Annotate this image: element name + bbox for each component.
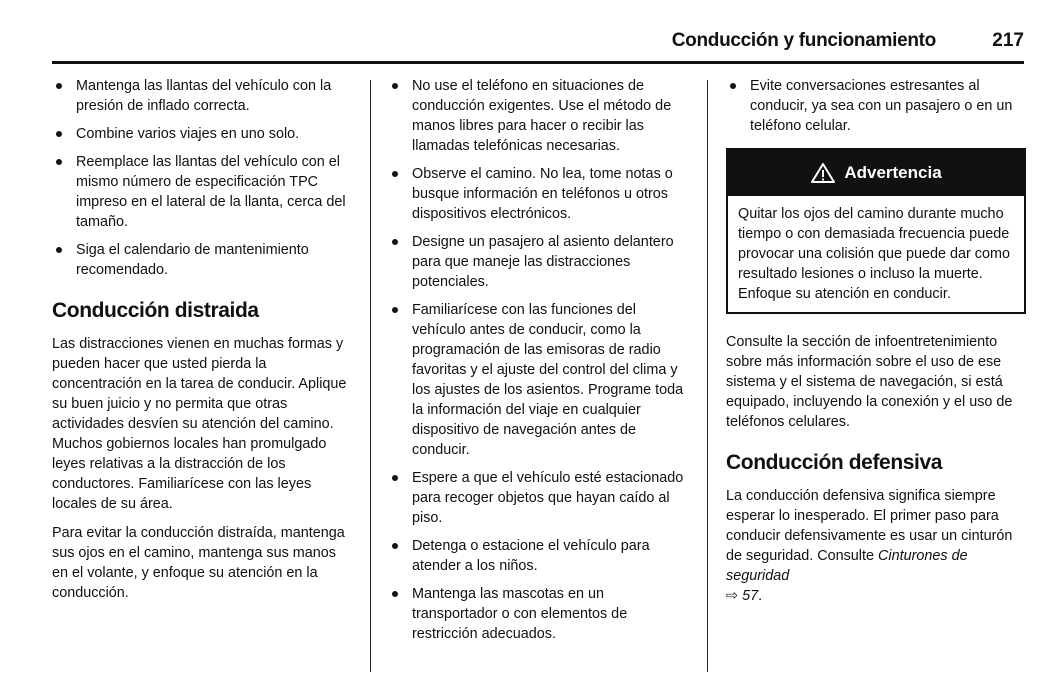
column-divider-2	[707, 80, 708, 672]
warning-body: Quitar los ojos del camino durante mucho tiempo o con demasiada frecuencia puede provocar una colisión que puede dar como resultado lesiones o incluso la muerte. Enfoque su atención en conducir.	[738, 206, 1010, 302]
list-item: Evite conversaciones estresantes al conducir, ya sea con un pasajero o en un teléfono celular.	[726, 76, 1026, 136]
list-item: Detenga o estacione el vehículo para atender a los niños.	[388, 536, 688, 576]
list-item: Designe un pasajero al asiento delantero para que maneje las distracciones potenciales.	[388, 232, 688, 292]
section-heading-distracted-driving: Conducción distraida	[52, 299, 259, 322]
column-2	[388, 76, 688, 652]
paragraph: Consulte la sección de infoentretenimiento sobre más información sobre el uso de ese sistema y el sistema de navegación, si está equipado, incluyendo la conexión y el uso de teléfonos celulares.	[726, 334, 1013, 430]
warning-box	[726, 148, 1026, 314]
paragraph: Para evitar la conducción distraída, mantenga sus ojos en el camino, mantenga sus manos en el volante, y enfoque su atención en la conducción.	[52, 525, 345, 601]
bullet-list	[52, 76, 352, 280]
list-item: Siga el calendario de mantenimiento recomendado.	[52, 240, 352, 280]
list-item: Familiarícese con las funciones del vehículo antes de conducir, como la programación de las emisoras de radio favoritas y el ajuste del control del clima y los ajustes de los asientos. Programe toda la información del viaje en cualquier dispositivo de navegación antes de conducir.	[388, 300, 688, 460]
list-item: Combine varios viajes en uno solo.	[52, 124, 352, 144]
header-rule	[52, 61, 1024, 64]
warning-header	[728, 150, 1024, 196]
column-3	[726, 76, 1026, 615]
paragraph-text: La conducción defensiva significa siempre esperar lo inesperado. El primer paso para conducir defensivamente es usar un cinturón de seguridad. Consulte	[726, 488, 1013, 564]
bullet-list	[388, 76, 688, 644]
column-1	[52, 76, 352, 612]
list-item: Observe el camino. No lea, tome notas o busque información en teléfonos u otros dispositivos electrónicos.	[388, 164, 688, 224]
bullet-list	[726, 76, 1026, 136]
cross-reference-title: Cinturones de seguridad	[726, 548, 968, 584]
running-header-title: Conducción y funcionamiento	[671, 30, 936, 51]
paragraph: Las distracciones vienen en muchas formas y pueden hacer que usted pierda la concentración en la tarea de conducir. Aplique su buen juicio y no permita que otras actividades desvíen su atención del camino. Muchos gobiernos locales han promulgado leyes relativas a la distracción de los conductores. Familiarícese con las leyes locales de su área.	[52, 336, 347, 512]
list-item: Mantenga las mascotas en un transportador o con elementos de restricción adecuados.	[388, 584, 688, 644]
section-heading-defensive-driving: Conducción defensiva	[726, 451, 943, 474]
paragraph	[726, 486, 1026, 606]
page-arrow-icon: ⇨	[726, 588, 739, 604]
list-item: Espere a que el vehículo esté estacionado para recoger objetos que hayan caído al piso.	[388, 468, 688, 528]
list-item: Mantenga las llantas del vehículo con la presión de inflado correcta.	[52, 76, 352, 116]
warning-triangle-icon	[810, 162, 836, 184]
warning-title: Advertencia	[844, 163, 942, 182]
paragraph-end: .	[758, 588, 763, 604]
page-number: 217	[992, 30, 1024, 51]
list-item: No use el teléfono en situaciones de conducción exigentes. Use el método de manos libres para hacer o recibir las llamadas telefónicas necesarias.	[388, 76, 688, 156]
cross-reference-page: 57	[742, 588, 759, 604]
list-item: Reemplace las llantas del vehículo con el mismo número de especificación TPC impreso en el lateral de la llanta, cerca del tamaño.	[52, 152, 352, 232]
column-divider-1	[370, 80, 371, 672]
